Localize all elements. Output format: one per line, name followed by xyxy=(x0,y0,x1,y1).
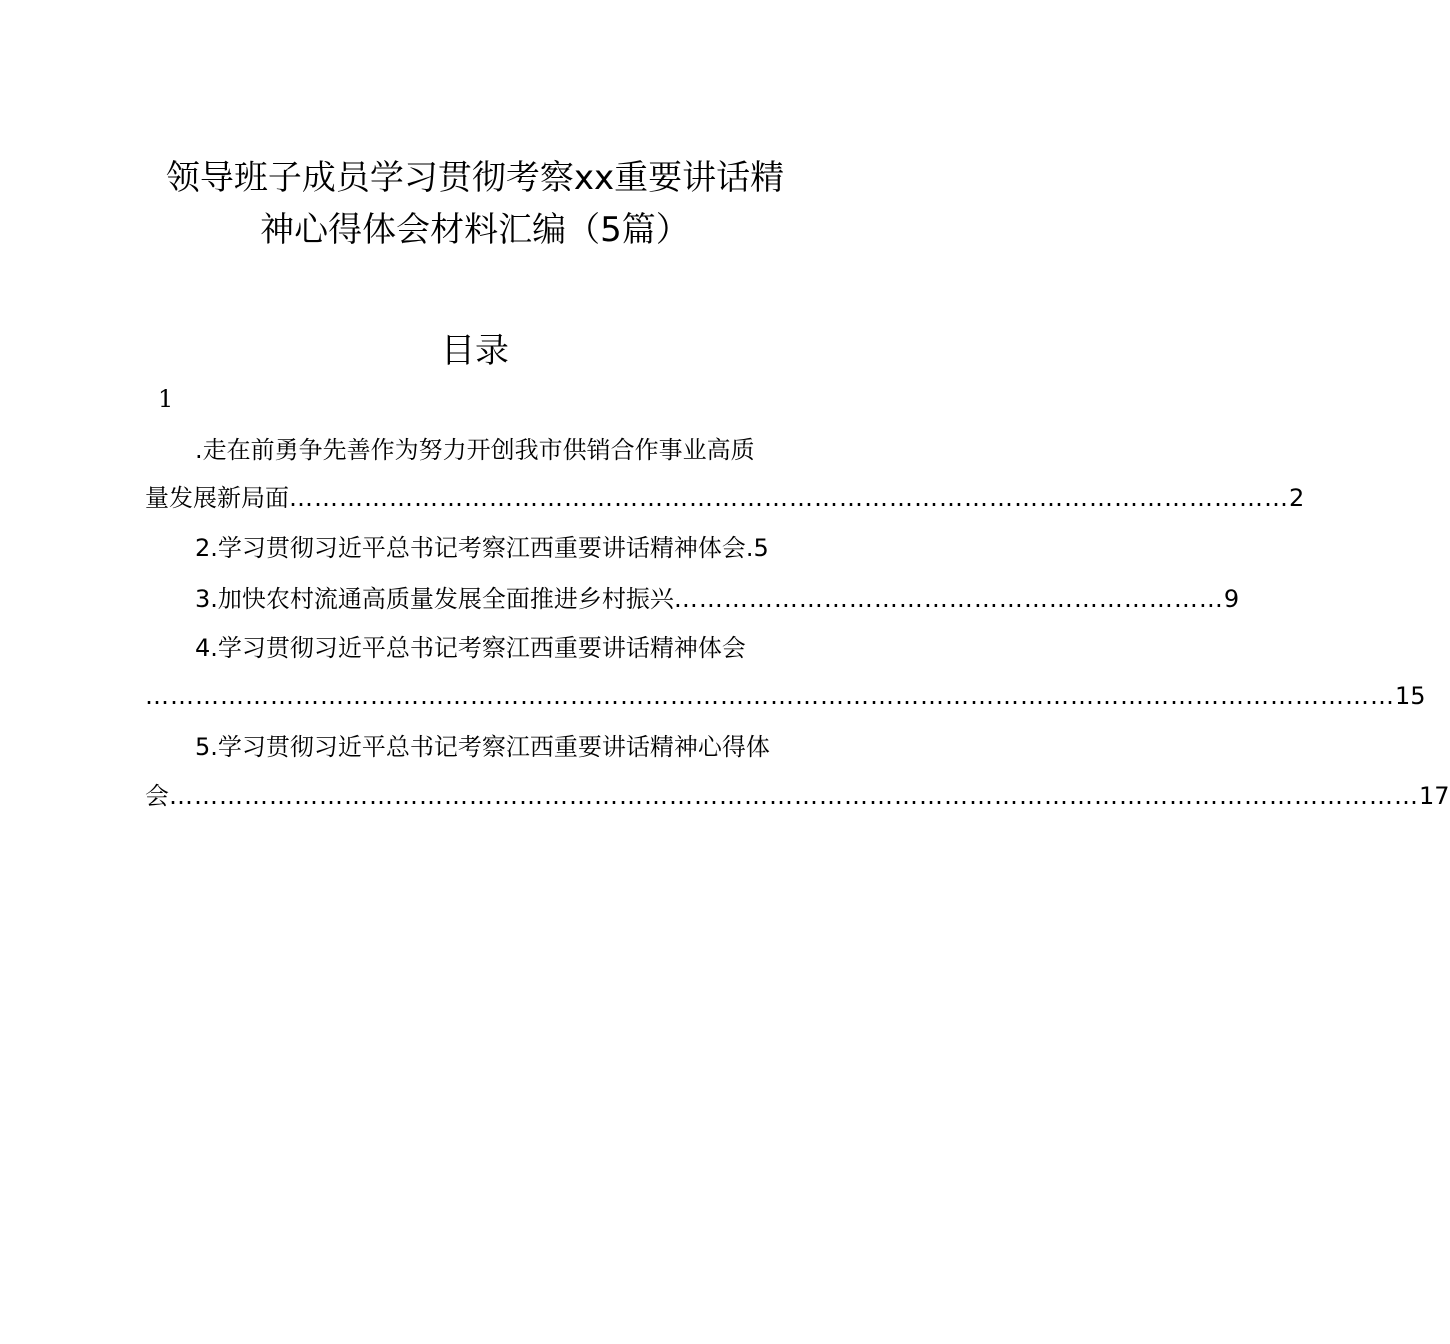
toc-entry-4-line-2[interactable] xyxy=(145,676,1426,716)
toc-entry-1-page: 2 xyxy=(1289,484,1305,512)
toc-entry-5-page: 17 xyxy=(1419,782,1450,810)
toc-entry-4-text: 4.学习贯彻习近平总书记考察江西重要讲话精神体会 xyxy=(195,634,746,662)
toc-heading: 目录 xyxy=(441,331,509,371)
title-line-2: 神心得体会材料汇编（5篇） xyxy=(260,210,690,250)
leader-dots: ………………………………………………………………………………………………………… xyxy=(289,484,1289,512)
leader-dots: …………………………………………………………………………………………………………………………………… xyxy=(145,682,1395,710)
toc-entry-1-text-cont: 量发展新局面 xyxy=(145,484,289,512)
toc-entry-1-line-2[interactable] xyxy=(145,478,1305,518)
toc-entry-2-text: 2.学习贯彻习近平总书记考察江西重要讲话精神体会. xyxy=(195,534,754,562)
toc-entry-4-line-1[interactable] xyxy=(195,628,805,668)
title-line-1: 领导班子成员学习贯彻考察xx重要讲话精 xyxy=(165,158,785,198)
toc-entry-5-line-2[interactable] xyxy=(145,776,1450,816)
toc-entry-5-text: 5.学习贯彻习近平总书记考察江西重要讲话精神心得体 xyxy=(195,733,770,761)
toc-entry-5-line-1[interactable] xyxy=(195,727,805,767)
toc-entry-3[interactable] xyxy=(195,579,1240,619)
toc-entry-2[interactable] xyxy=(195,528,805,568)
leader-dots: …………………………………………………………………………………………………………………………………… xyxy=(169,782,1419,810)
document-title xyxy=(120,152,830,256)
stray-number: 1 xyxy=(158,385,174,413)
toc-entry-3-page: 9 xyxy=(1223,585,1240,613)
toc-entry-2-page: 5 xyxy=(753,534,769,562)
toc-entry-3-text: 3.加快农村流通高质量发展全面推进乡村振兴 xyxy=(195,585,674,613)
toc-entry-1-text: .走在前勇争先善作为努力开创我市供销合作事业高质 xyxy=(195,436,755,464)
toc-entry-4-page: 15 xyxy=(1395,682,1426,710)
toc-entry-5-text-cont: 会 xyxy=(145,782,169,810)
leader-dots: ………………………………………………………… xyxy=(673,585,1224,613)
toc-entry-1-line-1[interactable] xyxy=(195,430,805,470)
